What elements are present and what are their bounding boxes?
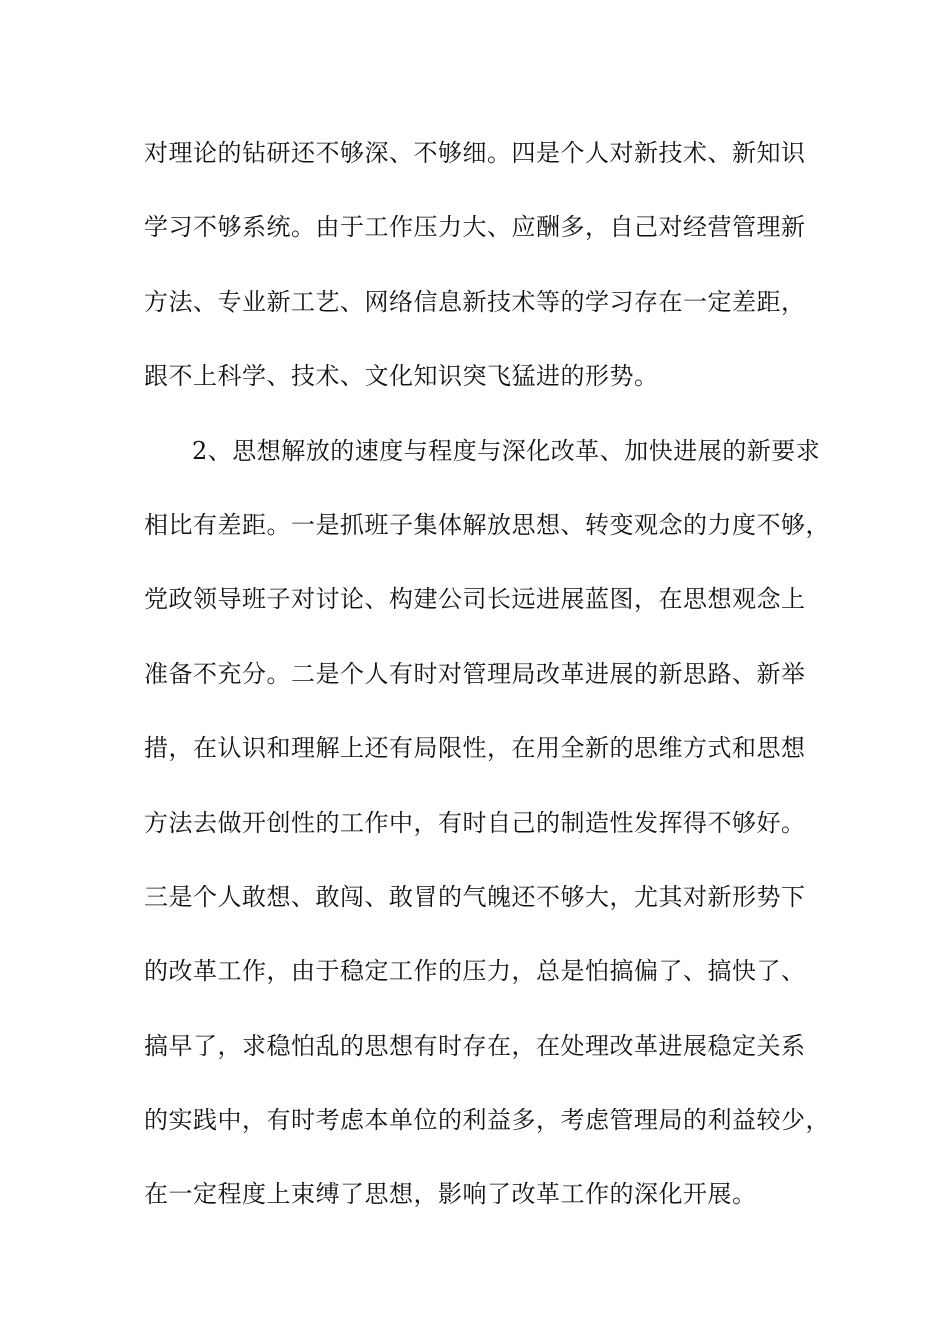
text-line-4: 跟不上科学、技术、文化知识突飞猛进的形势。 (144, 362, 659, 391)
text-line-8: 准备不充分。二是个人有时对管理局改革进展的新思路、新举 (144, 659, 806, 688)
text-line-10: 方法去做开创性的工作中，有时自己的制造性发挥得不够好。 (144, 808, 806, 837)
text-line-12: 的改革工作，由于稳定工作的压力，总是怕搞偏了、搞快了、 (144, 957, 806, 986)
text-line-11: 三是个人敢想、敢闯、敢冒的气魄还不够大，尤其对新形势下 (144, 882, 806, 911)
body-text (144, 129, 830, 1245)
text-line-15: 在一定程度上束缚了思想，影响了改革工作的深化开展。 (144, 1180, 757, 1209)
text-line-6: 相比有差距。一是抓班子集体解放思想、转变观念的力度不够， (144, 510, 830, 539)
text-line-3: 方法、专业新工艺、网络信息新技术等的学习存在一定差距， (144, 287, 806, 316)
text-line-2: 学习不够系统。由于工作压力大、应酬多，自己对经营管理新 (144, 213, 806, 242)
text-line-1: 对理论的钻研还不够深、不够细。四是个人对新技术、新知识 (144, 139, 806, 167)
text-line-13: 搞早了，求稳怕乱的思想有时存在，在处理改革进展稳定关系 (144, 1031, 806, 1060)
text-line-14: 的实践中，有时考虑本单位的利益多，考虑管理局的利益较少， (144, 1106, 830, 1135)
text-line-7: 党政领导班子对讨论、构建公司长远进展蓝图，在思想观念上 (144, 585, 806, 614)
text-line-9: 措，在认识和理解上还有局限性，在用全新的思维方式和思想 (144, 734, 806, 763)
text-line-5: 2、思想解放的速度与程度与深化改革、加快进展的新要求 (192, 436, 821, 465)
